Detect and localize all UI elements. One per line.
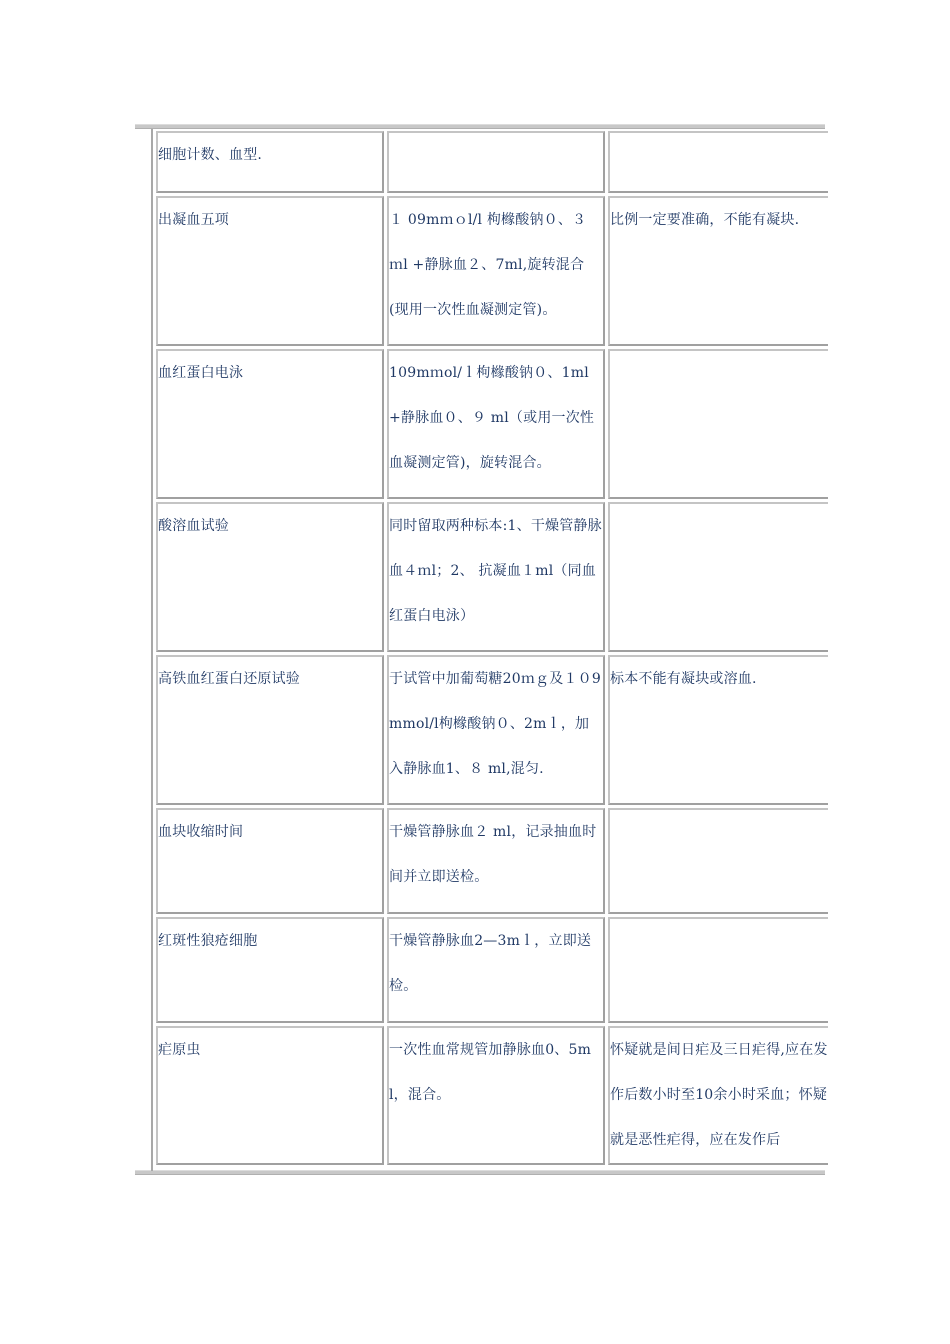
table-row — [156, 655, 828, 805]
test-name-cell — [156, 917, 384, 1023]
collection-method: 干燥管静脉血２ ml，记录抽血时间并立即送检。 — [389, 824, 597, 885]
test-name: 高铁血红蛋白还原试验 — [158, 671, 300, 687]
table-row — [156, 131, 828, 193]
note: 标本不能有凝块或溶血. — [610, 671, 757, 687]
method-cell — [387, 808, 605, 914]
note-cell — [608, 655, 828, 805]
collection-method: 同时留取两种标本:1、干燥管静脉血４ｍl；2、 抗凝血１ml（同血红蛋白电泳） — [389, 518, 602, 624]
note-cell — [608, 349, 828, 499]
collection-method: 干燥管静脉血2—3mｌ，立即送检。 — [389, 933, 592, 994]
test-name: 出凝血五项 — [158, 212, 229, 228]
table-row — [156, 1026, 828, 1165]
method-cell — [387, 917, 605, 1023]
table-bottom-border — [135, 1170, 825, 1175]
table-row — [156, 349, 828, 499]
table-row — [156, 917, 828, 1023]
test-name: 血红蛋白电泳 — [158, 365, 244, 381]
specimen-requirements-table — [153, 128, 831, 1168]
method-cell — [387, 196, 605, 346]
test-name: 酸溶血试验 — [158, 518, 229, 534]
method-cell — [387, 655, 605, 805]
note: 怀疑就是间日疟及三日疟得,应在发作后数小时至10余小时采血；怀疑就是恶性疟得，应在发作后 — [610, 1042, 828, 1148]
test-name-cell — [156, 196, 384, 346]
method-cell — [387, 131, 605, 193]
test-name: 疟原虫 — [158, 1042, 201, 1058]
note: 比例一定要准确，不能有凝块. — [610, 212, 800, 228]
note-cell — [608, 917, 828, 1023]
table-row — [156, 502, 828, 652]
test-name: 细胞计数、血型. — [158, 147, 263, 163]
method-cell — [387, 349, 605, 499]
test-name-cell — [156, 808, 384, 914]
test-name: 红斑性狼疮细胞 — [158, 933, 258, 949]
collection-method: 一次性血常规管加静脉血0、5ml，混合。 — [389, 1042, 592, 1103]
test-name-cell — [156, 502, 384, 652]
collection-method: １ 09mｍｏl/l 枸橼酸钠０、３ ｍl +静脉血２、7ml,旋转混合(现用一次性血凝测定管)。 — [389, 212, 587, 318]
note-cell — [608, 131, 828, 193]
note-cell — [608, 1026, 828, 1165]
test-name: 血块收缩时间 — [158, 824, 244, 840]
table-row — [156, 808, 828, 914]
note-cell — [608, 808, 828, 914]
note-cell — [608, 502, 828, 652]
collection-method: 109mｍol/ｌ枸橼酸钠０、1ml+静脉血０、９ ml（或用一次性血凝测定管)，旋转混合。 — [389, 365, 595, 471]
note-cell — [608, 196, 828, 346]
test-name-cell — [156, 349, 384, 499]
method-cell — [387, 502, 605, 652]
test-name-cell — [156, 1026, 384, 1165]
method-cell — [387, 1026, 605, 1165]
test-name-cell — [156, 655, 384, 805]
test-name-cell — [156, 131, 384, 193]
table-row — [156, 196, 828, 346]
collection-method: 于试管中加葡萄糖20ｍｇ及１０9mmol/l枸橼酸钠０、2mｌ，加入静脉血1、８ ml,混匀. — [389, 671, 601, 777]
